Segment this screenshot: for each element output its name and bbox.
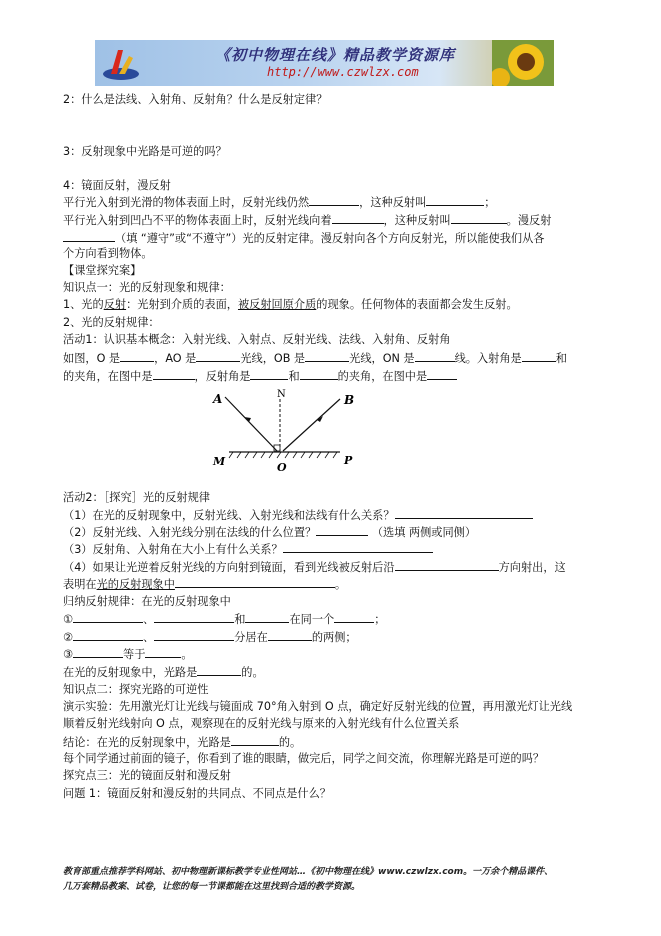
fill-blank[interactable] bbox=[334, 611, 374, 623]
label-a: A bbox=[213, 392, 223, 406]
fill-blank[interactable] bbox=[332, 212, 384, 224]
fill-blank[interactable] bbox=[395, 559, 499, 571]
text-line: 顺着反射光线射向 O 点，观察现在的反射光线与原来的入射光线有什么位置关系 bbox=[63, 717, 460, 730]
reflected-ray bbox=[283, 399, 340, 451]
fill-blank[interactable] bbox=[245, 611, 289, 623]
fill-blank[interactable] bbox=[426, 194, 484, 206]
reflection-diagram bbox=[205, 385, 380, 485]
question-2: 2：什么是法线、入射角、反射角？什么是反射定律？ bbox=[63, 93, 328, 106]
fill-blank[interactable] bbox=[451, 212, 507, 224]
text-line: 每个同学通过前面的镜子，你看到了谁的眼睛，做完后，同学之间交流，你理解光路是可逆的吗？ bbox=[63, 752, 545, 765]
fill-blank[interactable] bbox=[283, 541, 433, 553]
text-line: ③ 等于 。 bbox=[63, 648, 193, 661]
text-line: ② 、 分居在 的两侧； bbox=[63, 631, 357, 644]
fill-blank[interactable] bbox=[300, 368, 338, 380]
fill-blank[interactable] bbox=[196, 350, 240, 362]
text-line: 在光的反射现象中，光路是 的。 bbox=[63, 666, 264, 679]
text-line: 结论：在光的反射现象中，光路是 的。 bbox=[63, 736, 302, 749]
knowledge-point-2: 知识点二：探究光路的可逆性 bbox=[63, 683, 209, 696]
fill-blank[interactable] bbox=[153, 368, 195, 380]
banner-url[interactable]: http://www.czwlzx.com bbox=[267, 65, 419, 79]
label-n: N bbox=[277, 389, 286, 400]
text-line: （2）反射光线、入射光线分别在法线的什么位置？ （选填 两侧或同侧） bbox=[63, 526, 477, 539]
label-p: P bbox=[344, 454, 353, 467]
text-line: （3）反射角、入射角在大小上有什么关系？ bbox=[63, 541, 433, 557]
label-b: B bbox=[344, 393, 355, 407]
mirror-hatching bbox=[229, 452, 337, 458]
fill-blank[interactable] bbox=[395, 507, 533, 519]
section-heading: 【课堂探究案】 bbox=[63, 264, 142, 277]
fill-blank[interactable] bbox=[250, 368, 288, 380]
fill-blank[interactable] bbox=[73, 629, 143, 641]
activity-1: 活动1：认识基本概念：入射光线、入射点、反射光线、法线、入射角、反射角 bbox=[63, 333, 451, 346]
incident-ray bbox=[225, 397, 277, 451]
label-m: M bbox=[213, 455, 226, 468]
fill-blank[interactable] bbox=[145, 646, 181, 658]
fill-blank[interactable] bbox=[197, 664, 241, 676]
fill-blank[interactable] bbox=[268, 629, 312, 641]
label-o: O bbox=[277, 461, 287, 474]
fill-blank[interactable] bbox=[305, 350, 349, 362]
fill-blank[interactable] bbox=[73, 646, 123, 658]
text-line: 1、光的反射：光射到介质的表面，被反射回原介质的现象。任何物体的表面都会发生反射。 bbox=[63, 298, 518, 311]
text-line: ① 、 和 在同一个 ； bbox=[63, 613, 386, 626]
text-line: 个方向看到物体。 bbox=[63, 247, 153, 260]
footer-line: 几万套精品教案、试卷，让您的每一节课都能在这里找到合适的教学资源。 bbox=[63, 882, 361, 892]
text-line: 平行光入射到光滑的物体表面上时，反射光线仍然 ，这种反射叫 ； bbox=[63, 196, 496, 209]
text-line: （1）在光的反射现象中，反射光线、入射光线和法线有什么关系？ bbox=[63, 507, 533, 523]
fill-blank[interactable] bbox=[73, 611, 143, 623]
fill-blank[interactable] bbox=[154, 611, 234, 623]
activity-2: 活动2：［探究］光的反射规律 bbox=[63, 491, 210, 504]
fill-blank[interactable] bbox=[316, 524, 368, 536]
incident-arrow-icon bbox=[244, 417, 251, 422]
fill-blank[interactable] bbox=[175, 576, 335, 588]
site-logo-icon bbox=[101, 44, 141, 82]
fill-blank[interactable] bbox=[309, 194, 359, 206]
fill-blank[interactable] bbox=[231, 734, 279, 746]
sunflower-icon bbox=[492, 40, 554, 86]
header-banner bbox=[95, 40, 554, 86]
problem-1: 问题 1：镜面反射和漫反射的共同点、不同点是什么？ bbox=[63, 787, 331, 800]
fill-blank[interactable] bbox=[522, 350, 556, 362]
banner-title: 《初中物理在线》精品教学资源库 bbox=[215, 46, 456, 64]
knowledge-point-1: 知识点一：光的反射现象和规律： bbox=[63, 281, 231, 294]
text-line: 的夹角，在图中是 ，反射角是 和 的夹角，在图中是 bbox=[63, 368, 457, 384]
law-summary: 归纳反射规律：在光的反射现象中 bbox=[63, 595, 231, 608]
fill-blank[interactable] bbox=[154, 629, 234, 641]
text-line: 2、光的反射规律： bbox=[63, 316, 160, 329]
text-line: 表明在光的反射现象中 。 bbox=[63, 578, 347, 591]
text-line: （填 “遵守”或“不遵守”）光的反射定律。漫反射向各个方向反射光，所以能使我们从各 bbox=[63, 230, 545, 246]
text-line: 演示实验：先用激光灯让光线与镜面成 70°角入射到 O 点，确定好反射光线的位置，再用激光灯让光线 bbox=[63, 700, 573, 713]
knowledge-point-3: 探究点三：光的镜面反射和漫反射 bbox=[63, 769, 231, 782]
text-line: 平行光入射到凹凸不平的物体表面上时，反射光线向着 ，这种反射叫 。漫反射 bbox=[63, 214, 552, 227]
question-4: 4：镜面反射，漫反射 bbox=[63, 179, 171, 192]
fill-blank[interactable] bbox=[120, 350, 154, 362]
text-line: （4）如果让光逆着反射光线的方向射到镜面，看到光线被反射后沿 方向射出，这 bbox=[63, 561, 566, 574]
question-3: 3：反射现象中光路是可逆的吗？ bbox=[63, 145, 227, 158]
footer-line: 教育部重点推荐学科网站、初中物理新课标教学专业性网站…《初中物理在线》www.czwlzx.com。一万余个精品课件、 bbox=[63, 867, 554, 877]
text-line: 如图，O 是 ，AO 是 光线，OB 是 光线，ON 是 线。入射角是 和 bbox=[63, 352, 567, 365]
fill-blank[interactable] bbox=[63, 230, 115, 242]
fill-blank[interactable] bbox=[415, 350, 455, 362]
fill-blank[interactable] bbox=[427, 368, 457, 380]
